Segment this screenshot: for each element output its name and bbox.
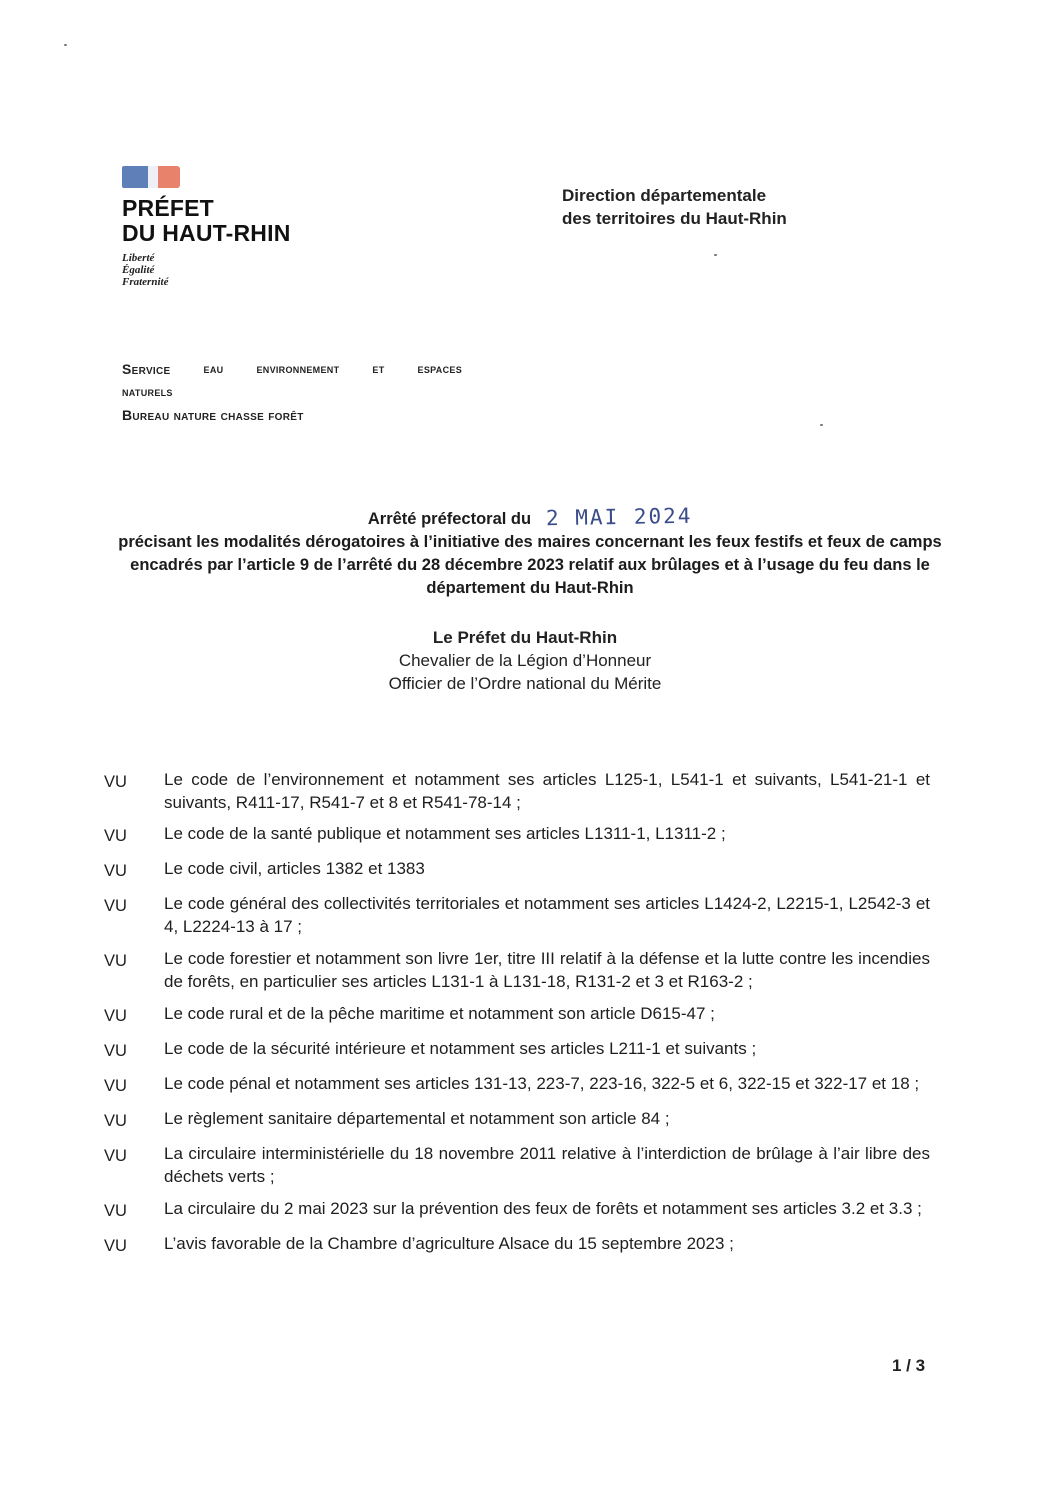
motto-fraternite: Fraternité <box>122 276 169 288</box>
direction-line2: des territoires du Haut-Rhin <box>562 209 787 228</box>
vu-text: Le code de la sécurité intérieure et notamment ses articles L211-1 et suivants ; <box>164 1039 757 1058</box>
vu-text: Le code général des collectivités territoriales et notamment ses articles L1424-2, L2215-1, L2542-3 et 4, L2224-13 à 17 ; <box>164 894 930 936</box>
prefet-title <box>122 196 291 246</box>
vu-label: VU <box>104 1237 127 1255</box>
prefet-distinction-2: Officier de l’Ordre national du Mérite <box>388 674 662 693</box>
arrete-subject: précisant les modalités dérogatoires à l’initiative des maires concernant les feux festifs et feux de camps encadrés par l’article 9 de l’arrêté du 28 décembre 2023 relatif aux brûlages et à l’usage du feu dans le département du Haut-Rhin <box>118 533 942 597</box>
vu-text: La circulaire du 2 mai 2023 sur la prévention des feux de forêts et notamment ses articles 3.2 et 3.3 ; <box>164 1199 922 1218</box>
vu-text: La circulaire interministérielle du 18 novembre 2011 relative à l’interdiction de brûlage à l’air libre des déchets verts ; <box>164 1144 930 1186</box>
vu-item <box>104 1232 930 1258</box>
vu-text: Le code civil, articles 1382 et 1383 <box>164 859 425 878</box>
motto-liberte: Liberté <box>122 252 155 264</box>
scan-speck <box>64 44 67 46</box>
vu-label: VU <box>104 862 127 880</box>
scan-speck <box>714 254 717 256</box>
vu-text: Le code pénal et notamment ses articles 131-13, 223-7, 223-16, 322-5 et 6, 322-15 et 322-17 et 18 ; <box>164 1074 920 1093</box>
vu-label: VU <box>104 1077 127 1095</box>
service-line2: naturels <box>122 385 173 399</box>
marianne-flag-icon <box>122 166 184 188</box>
vu-item <box>104 1072 930 1098</box>
service-word: espaces <box>417 362 462 376</box>
vu-label: VU <box>104 1202 127 1220</box>
vu-item <box>104 1037 930 1063</box>
vu-text: Le code forestier et notamment son livre 1er, titre III relatif à la défense et la lutte contre les incendies de forêts, en particulier ses articles L131-1 à L131-18, R131-2 et 3 et R163-2 ; <box>164 949 930 991</box>
service-header <box>122 358 462 428</box>
vu-item <box>104 1142 930 1188</box>
service-line1 <box>122 358 462 381</box>
vu-item <box>104 947 930 993</box>
prefet-title-line2: DU HAUT-RHIN <box>122 220 291 246</box>
prefet-distinction-1: Chevalier de la Légion d’Honneur <box>398 651 652 670</box>
vu-label: VU <box>104 897 127 915</box>
service-line3: Bureau nature chasse forêt <box>122 407 304 423</box>
vu-label: VU <box>104 827 127 845</box>
vu-text: Le code rural et de la pêche maritime et notamment son article D615-47 ; <box>164 1004 715 1023</box>
vu-text: Le règlement sanitaire départemental et notamment son article 84 ; <box>164 1109 670 1128</box>
page-number: 1 / 3 <box>892 1356 926 1375</box>
vu-item <box>104 1197 930 1223</box>
vu-list <box>104 768 930 1258</box>
vu-item <box>104 857 930 883</box>
vu-label: VU <box>104 952 127 970</box>
arrete-title <box>90 503 970 600</box>
motto-egalite: Égalité <box>122 264 155 276</box>
service-word: environnement <box>256 362 340 376</box>
prefet-title-line1: PRÉFET <box>122 195 214 221</box>
republic-motto <box>122 252 291 288</box>
vu-text: L’avis favorable de la Chambre d’agriculture Alsace du 15 septembre 2023 ; <box>164 1234 734 1253</box>
direction-line1: Direction départementale <box>562 186 767 205</box>
vu-item <box>104 768 930 814</box>
vu-label: VU <box>104 1007 127 1025</box>
service-word: et <box>372 362 385 376</box>
prefet-name: Le Préfet du Haut-Rhin <box>432 628 618 647</box>
vu-text: Le code de la santé publique et notamment ses articles L1311-1, L1311-2 ; <box>164 824 726 843</box>
scan-speck <box>820 424 823 426</box>
vu-label: VU <box>104 1112 127 1130</box>
prefet-signatory <box>300 626 750 695</box>
vu-text: Le code de l’environnement et notamment ses articles L125-1, L541-1 et suivants, L541-21-1 et suivants, R411-17, R541-7 et 8 et R541-78-14 ; <box>164 770 930 812</box>
vu-label: VU <box>104 1042 127 1060</box>
date-stamp: 2 MAI 2024 <box>545 503 693 531</box>
direction-header <box>562 184 787 230</box>
vu-item <box>104 1107 930 1133</box>
vu-label: VU <box>104 1147 127 1165</box>
vu-item <box>104 892 930 938</box>
arrete-heading <box>90 503 970 531</box>
vu-item <box>104 1002 930 1028</box>
vu-label: VU <box>104 773 127 791</box>
service-word: Service <box>122 361 171 377</box>
service-word: eau <box>203 362 224 376</box>
vu-item <box>104 822 930 848</box>
prefecture-logo <box>122 166 291 288</box>
arrete-heading-prefix: Arrêté préfectoral du <box>367 510 532 528</box>
